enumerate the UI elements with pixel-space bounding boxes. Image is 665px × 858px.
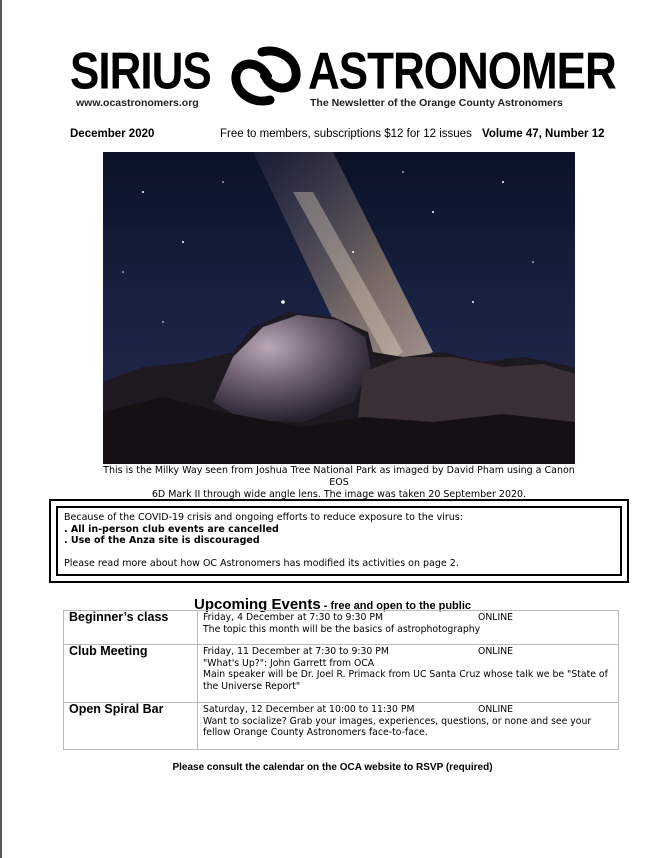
- photo-caption: [100, 465, 578, 501]
- milky-way-photo: [103, 152, 575, 464]
- table-row: [64, 645, 619, 703]
- issue-volume: Volume 47, Number 12: [482, 128, 605, 140]
- notice-intro: Because of the COVID-19 crisis and ongoing efforts to reduce exposure to the virus:: [64, 512, 463, 523]
- caption-line: 6D Mark II through wide angle lens. The image was taken 20 September 2020.: [151, 489, 527, 500]
- event-where: ONLINE: [478, 646, 514, 657]
- event-when: Saturday, 12 December at 10:00 to 11:30 PM: [203, 704, 415, 715]
- event-detail-line: Main speaker will be Dr. Joel R. Primack from UC Santa Cruz whose talk we be "State of the Universe Report": [203, 669, 608, 692]
- event-name: Club Meeting: [64, 645, 198, 703]
- issue-line: [0, 128, 665, 144]
- event-detail-line: "What's Up?": John Garrett from OCA: [203, 657, 375, 669]
- masthead-subtitle: The Newsletter of the Orange County Astronomers: [310, 97, 563, 109]
- event-name: Open Spiral Bar: [64, 703, 198, 750]
- issue-date: December 2020: [70, 128, 155, 140]
- notice-footer: Please read more about how OC Astronomers has modified its activities on page 2.: [64, 557, 459, 569]
- covid-notice-content: [56, 506, 622, 576]
- events-table: [63, 610, 619, 750]
- website-link[interactable]: www.ocastronomers.org: [76, 97, 199, 109]
- event-details: [198, 611, 619, 645]
- event-detail-line: The topic this month will be the basics of astrophotography: [203, 623, 481, 635]
- event-details: [198, 645, 619, 703]
- covid-notice-box: [49, 499, 629, 583]
- event-when: Friday, 11 December at 7:30 to 9:30 PM: [203, 646, 389, 657]
- table-row: [64, 703, 619, 750]
- notice-bullet: . All in-person club events are cancelled: [64, 523, 279, 535]
- events-title: Upcoming Events: [193, 596, 321, 613]
- event-name: Beginner’s class: [64, 611, 198, 645]
- caption-line: This is the Milky Way seen from Joshua Tree National Park as imaged by David Pham using a Canon EOS: [103, 465, 575, 488]
- notice-bullet: . Use of the Anza site is discouraged: [64, 535, 260, 546]
- events-subtitle: - free and open to the public: [320, 600, 472, 612]
- event-details: [198, 703, 619, 750]
- rsvp-note: Please consult the calendar on the OCA website to RSVP (required): [172, 762, 493, 773]
- event-where: ONLINE: [478, 612, 514, 623]
- subscription-price: Free to members, subscriptions $12 for 12 issues: [220, 128, 472, 140]
- event-when: Friday, 4 December at 7:30 to 9:30 PM: [203, 612, 383, 623]
- event-detail-line: Want to socialize? Grab your images, experiences, questions, or none and see your fellow Orange County Astronomers face-to-face.: [203, 715, 592, 738]
- masthead-title-left: SIRIUS: [70, 42, 211, 101]
- table-row: [64, 611, 619, 645]
- event-where: ONLINE: [478, 704, 514, 715]
- masthead-title-right: ASTRONOMER: [308, 42, 616, 101]
- spiral-galaxy-icon: [226, 40, 306, 112]
- masthead: [70, 40, 616, 110]
